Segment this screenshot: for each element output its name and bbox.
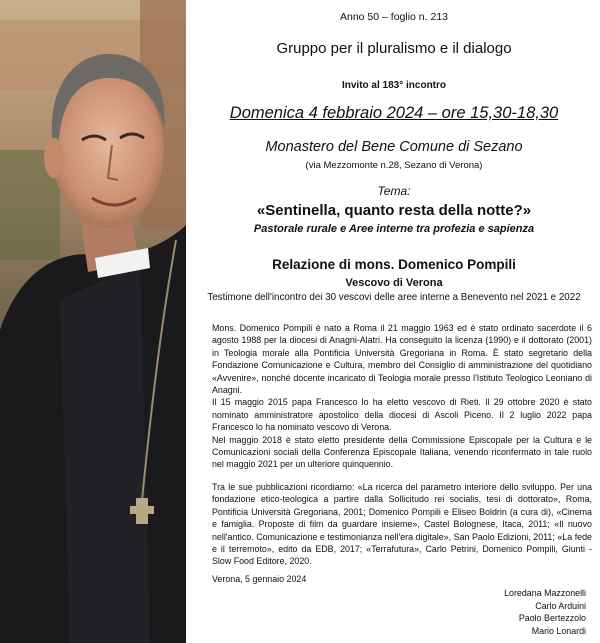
bio-paragraph: Il 15 maggio 2015 papa Francesco lo ha eletto vescovo di Rieti. Il 29 ottobre 2020 è stato nominato amministratore apostolico della diocesi di Ascoli Piceno. Il 2 luglio 2022 papa Francesco lo ha nominato vescovo di Verona. bbox=[212, 397, 592, 433]
theme-subtitle: Pastorale rurale e Aree interne tra profezia e sapienza bbox=[253, 223, 535, 235]
invitation-line: Invito al 183° incontro bbox=[341, 80, 447, 91]
speaker-heading: Relazione di mons. Domenico Pompili bbox=[272, 257, 516, 272]
date-and-place: Verona, 5 gennaio 2024 bbox=[212, 574, 307, 584]
event-address: (via Mezzomonte n.28, Sezano di Verona) bbox=[305, 160, 483, 171]
bio-paragraph: Nel maggio 2018 è stato eletto presidente della Commissione Episcopale per la Cultura e le Comunicazioni sociali della Conferenza Episcopale Italiana, venendo riconfermato in tale ruolo nel maggio 2021 per un ulteriore quinquennio. bbox=[212, 434, 592, 470]
signature-name: Mario Lonardi bbox=[531, 625, 586, 636]
invitation-document bbox=[196, 0, 592, 643]
signature-name: Carlo Arduini bbox=[535, 600, 586, 611]
event-place: Monastero del Bene Comune di Sezano bbox=[265, 139, 523, 155]
portrait-illustration bbox=[0, 0, 186, 643]
signature-name: Loredana Mazzonelli bbox=[504, 588, 586, 598]
speaker-biography bbox=[212, 322, 592, 471]
event-date: Domenica 4 febbraio 2024 – ore 15,30-18,30 bbox=[229, 104, 559, 122]
publications-paragraph: Tra le sue pubblicazioni ricordiamo: «La ricerca del parametro interiore dello sviluppo. Per una fondazione etico-teologica a partire dalla Sollicitudo rei socialis, tesi di dottorato», Roma, Pontificia Università Gregoriana, 2001; Domenico Pompili e Eliseo Boldrin (a cura di), «Cinema e famiglia. Proposte di film da guardare insieme», Castel Bolognese, Itaca, 2011; «Il nuovo nell'antico. Comunicazione e testimonianza nell'era digitale», San Paolo Edizioni, 2011; «La fede e il terremoto», edito da EDB, 2017; «Terrafutura», Carlo Petrini, Domenico Pompili, Giunti - Slow Food Editore, 2020. bbox=[212, 482, 592, 567]
speaker-role: Vescovo di Verona bbox=[345, 277, 443, 289]
portrait-photo bbox=[0, 0, 186, 643]
group-name: Gruppo per il pluralismo e il dialogo bbox=[276, 40, 512, 57]
issue-number: Anno 50 – foglio n. 213 bbox=[339, 11, 448, 23]
speaker-witness-note: Testimone dell'incontro dei 30 vescovi delle aree interne a Benevento nel 2021 e 2022 bbox=[207, 292, 581, 303]
signature-name: Paolo Bertezzolo bbox=[518, 613, 586, 624]
theme-label: Tema: bbox=[377, 184, 411, 198]
theme-title: «Sentinella, quanto resta della notte?» bbox=[256, 202, 532, 219]
signatures bbox=[504, 587, 586, 637]
bio-paragraph: Mons. Domenico Pompili è nato a Roma il 21 maggio 1963 ed è stato ordinato sacerdote il 6 agosto 1988 per la diocesi di Anagni-Alatri. Ha conseguito la licenza (1990) e il dottorato (2001) in Teologia morale alla Pontificia Università Gregoriana in Roma. È stato segretario della Fondazione Comunicazione e Cultura, membro del Consiglio di amministrazione del quotidiano «Avvenire», nonché docente incaricato di Teologia morale presso l'Istituto Teologico Leoniano di Anagni. bbox=[212, 323, 592, 396]
